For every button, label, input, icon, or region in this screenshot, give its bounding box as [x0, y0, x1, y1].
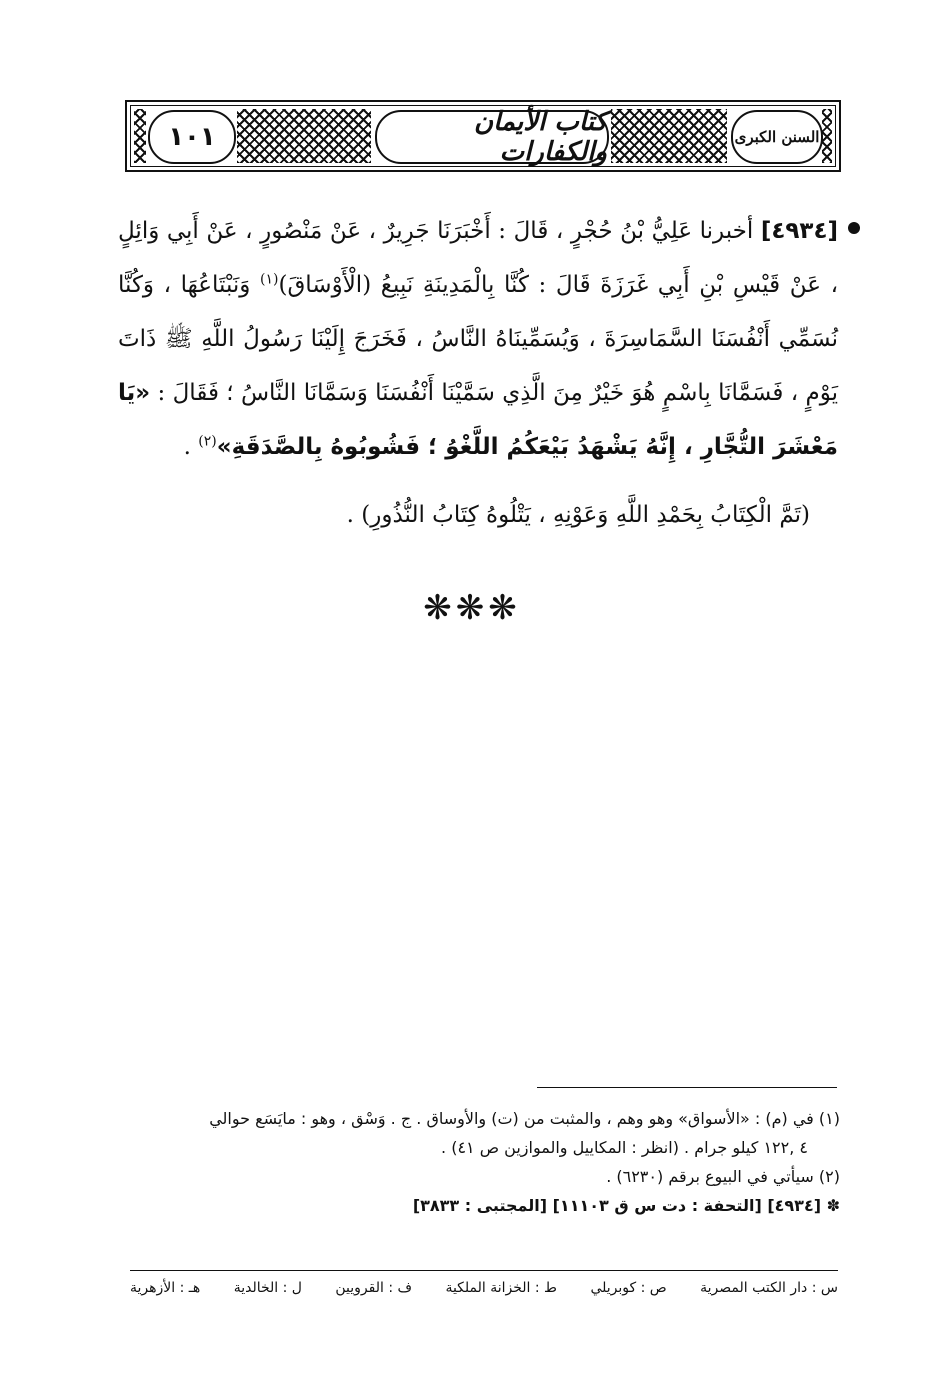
book-title: كتاب الأيمان والكفارات: [375, 110, 609, 164]
hadith-text: [118, 204, 838, 474]
hadith-line-5-end: .: [183, 434, 199, 460]
header-ornament-edge-left: [134, 109, 146, 163]
footnote-marker-2: (٢): [198, 433, 217, 450]
hadith-line-4: يَوْمٍ ، فَسَمَّانَا بِاسْمٍ هُوَ خَيْرٌ مِنَ الَّذِي سَمَّيْنَا أَنْفُسَنَا وَسَمَّانَا النَّاسُ ؛ فَقَالَ :: [157, 380, 839, 406]
footnote-rule: [537, 1087, 837, 1088]
page-header: [125, 100, 841, 172]
tuhfa-reference: ✽ [٤٩٣٤] [التحفة : دت س ق ١١١٠٣] [المجتبى : ٣٨٣٣]: [412, 1196, 840, 1215]
footnote-1-line-1: (١) في (م) : «الأسواق» وهو وهم ، والمثبت من (ت) والأوساق . ج . وَسْق ، وهو : مايَسَع حوالي: [209, 1109, 840, 1128]
hadith-line-2b: وَنَبْتَاعُهَا ، وَكُنَّا: [118, 272, 261, 298]
siglum: ط : الخزانة الملكية: [445, 1280, 558, 1296]
hadith-number: [٤٩٣٤]: [760, 218, 838, 244]
hadith-line-2a: عَنْ قَيْسِ بْنِ أَبِي غَرَزَةَ قَالَ : كُنَّا بِالْمَدِينَةِ نَبِيعُ (الْأَوْسَاقَ): [278, 272, 821, 298]
footnotes: [118, 1104, 840, 1220]
header-ornament-right: [611, 109, 727, 163]
siglum: س : دار الكتب المصرية: [700, 1280, 838, 1296]
siglum: ل : الخالدية: [233, 1280, 302, 1296]
header-ornament-edge-right: [822, 109, 832, 163]
footnote-marker-1: (١): [260, 271, 279, 288]
hadith-bullet: [848, 222, 860, 234]
header-ornament-left: [237, 109, 371, 163]
section-separator: ❋❋❋: [423, 588, 521, 628]
page-number: ١٠١: [148, 110, 236, 164]
prophetic-saying: «يَا مَعْشَرَ التُّجَّارِ ، إِنَّهُ يَشْهَدُ بَيْعَكُمُ اللَّغْوُ ؛ فَشُوبُوهُ بِالصَّدَقَةِ»: [118, 380, 838, 460]
series-seal: السنن الكبرى: [731, 110, 823, 164]
hadith-line-1: أخبرنا عَلِيُّ بْنُ حُجْرٍ ، قَالَ : أَخْبَرَنَا جَرِيرٌ ، عَنْ مَنْصُورٍ ، عَنْ أَبِي وَائِلٍ ،: [118, 218, 838, 298]
book-closing-note: (تَمَّ الْكِتَابُ بِحَمْدِ اللَّهِ وَعَوْنِهِ ، يَتْلُوهُ كِتَابُ النُّذُورِ) .: [346, 502, 810, 528]
footnote-1-line-2: ٤ ,١٢٢ كيلو جرام . (انظر : المكاييل والموازين ص ٤١) .: [441, 1138, 808, 1157]
footnote-2: (٢) سيأتي في البيوع برقم (٦٢٣٠) .: [606, 1167, 840, 1186]
siglum: ف : القرويين: [335, 1280, 413, 1296]
hadith-line-3: نُسَمِّي أَنْفُسَنَا السَّمَاسِرَةَ ، وَيُسَمِّينَاهُ النَّاسُ ، فَخَرَجَ إِلَيْنَا رَسُولُ اللَّهِ ﷺ ذَاتَ: [118, 326, 838, 352]
bottom-rule: [130, 1270, 838, 1271]
siglum: ص : كوبريلي: [590, 1280, 667, 1296]
siglum: هـ : الأزهرية: [130, 1280, 201, 1296]
manuscript-sigla: [130, 1280, 838, 1296]
